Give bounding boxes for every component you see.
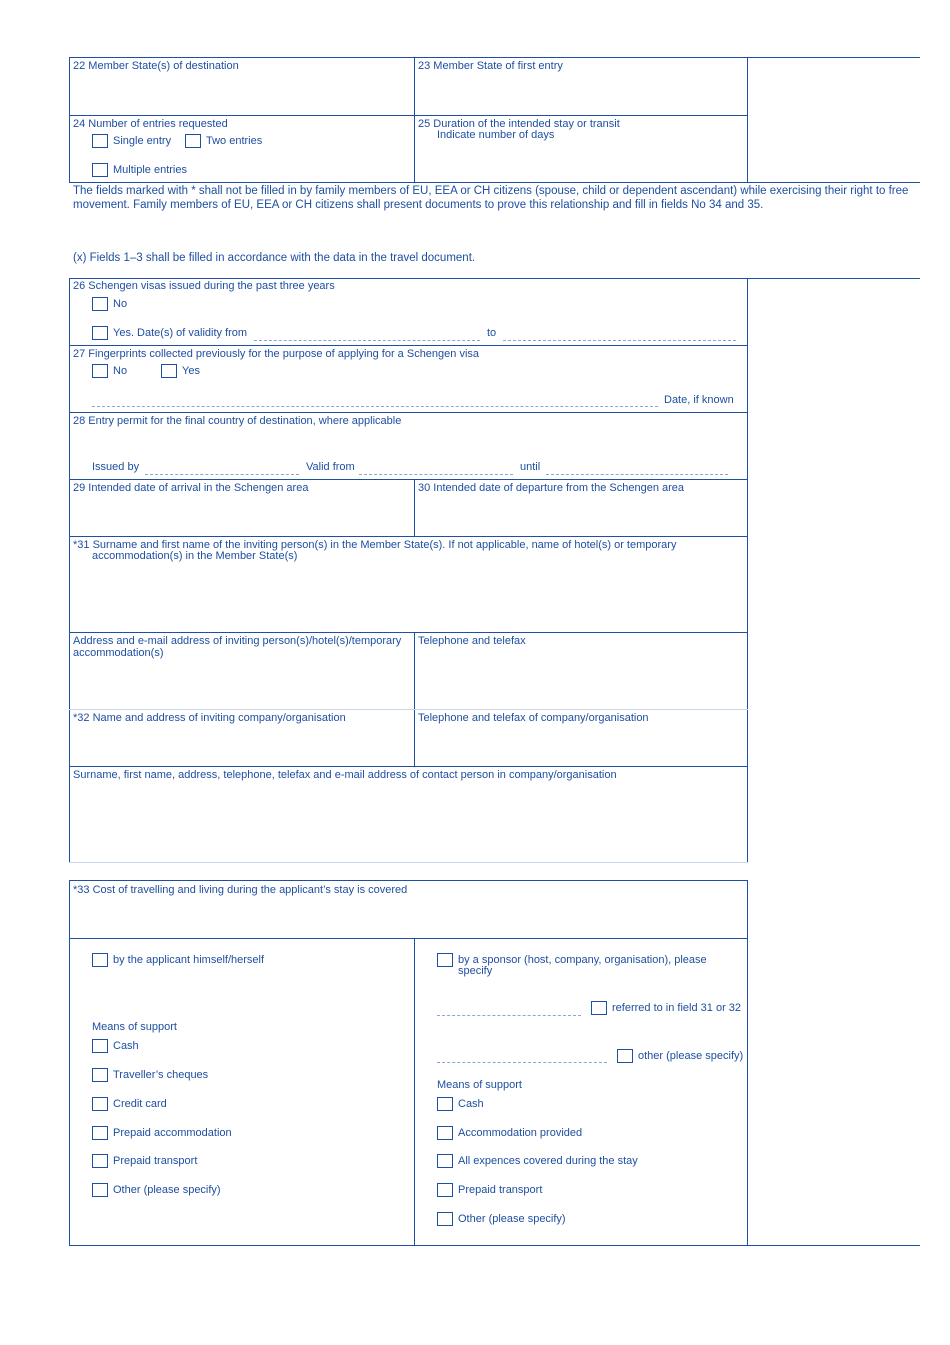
by-applicant-checkbox[interactable] (92, 953, 108, 967)
fingerprints-yes-checkbox[interactable] (161, 364, 177, 378)
rule (69, 862, 748, 863)
rule (69, 345, 748, 346)
applicant-support-label: Cash (113, 1040, 139, 1052)
single-entry-label: Single entry (113, 135, 172, 147)
applicant-prepaid-accommodation-checkbox[interactable] (92, 1126, 108, 1140)
address-inviting-label: Address and e-mail address of inviting person(s)/hotel(s)/temporary (73, 635, 402, 647)
validity-from-field[interactable] (254, 340, 480, 341)
until-field[interactable] (546, 474, 728, 475)
rule (414, 938, 415, 1246)
rule (69, 536, 748, 537)
field-24-label: 24 Number of entries requested (73, 118, 228, 130)
field-23-label: 23 Member State of first entry (418, 60, 563, 72)
rule (69, 766, 748, 767)
rule (69, 1245, 920, 1246)
issued-by-field[interactable] (145, 474, 299, 475)
two-entries-checkbox[interactable] (185, 134, 201, 148)
sponsor-accommodation-checkbox[interactable] (437, 1126, 453, 1140)
telephone-company-label: Telephone and telefax of company/organisation (418, 712, 649, 724)
applicant-support-label: Prepaid accommodation (113, 1127, 232, 1139)
by-sponsor-checkbox[interactable] (437, 953, 453, 967)
by-sponsor-sublabel: specify (458, 965, 493, 977)
until-label: until (520, 461, 541, 473)
telephone-telefax-label: Telephone and telefax (418, 635, 526, 647)
yes-validity-label: Yes. Date(s) of validity from (113, 327, 248, 339)
field-32-label: *32 Name and address of inviting company/organisation (73, 712, 346, 724)
field-33-label: *33 Cost of travelling and living during the applicant’s stay is covered (73, 884, 408, 896)
field-30-label: 30 Intended date of departure from the Schengen area (418, 482, 685, 494)
sponsor-support-label: All expences covered during the stay (458, 1155, 638, 1167)
rule (69, 880, 70, 1246)
other-specify-label: other (please specify) (638, 1050, 744, 1062)
rule (69, 278, 70, 863)
field-26-label: 26 Schengen visas issued during the past three years (73, 280, 335, 292)
field-31-sublabel: accommodation(s) in the Member State(s) (92, 550, 298, 562)
fingerprint-date-field[interactable] (92, 406, 658, 407)
applicant-credit-card-checkbox[interactable] (92, 1097, 108, 1111)
applicant-cash-checkbox[interactable] (92, 1039, 108, 1053)
valid-from-field[interactable] (359, 474, 513, 475)
rule (69, 479, 748, 480)
sponsor-support-label: Prepaid transport (458, 1184, 543, 1196)
field-22-label: 22 Member State(s) of destination (73, 60, 239, 72)
rule (69, 880, 748, 881)
field-29-label: 29 Intended date of arrival in the Schengen area (73, 482, 309, 494)
field-25-label: 25 Duration of the intended stay or transit (418, 118, 620, 130)
rule (69, 115, 748, 116)
applicant-support-label: Traveller’s cheques (113, 1069, 209, 1081)
contact-person-label: Surname, first name, address, telephone, telefax and e-mail address of contact person in company/organisation (73, 769, 617, 781)
rule (747, 57, 748, 183)
applicant-support-label: Credit card (113, 1098, 167, 1110)
issued-by-label: Issued by (92, 461, 140, 473)
sponsor-support-label: Other (please specify) (458, 1213, 566, 1225)
rule (69, 278, 920, 279)
by-sponsor-label: by a sponsor (host, company, organisation), please (458, 954, 707, 966)
rule (747, 880, 748, 1246)
rule (747, 278, 748, 863)
two-entries-label: Two entries (206, 135, 263, 147)
rule (414, 632, 415, 767)
rule (69, 57, 70, 183)
applicant-travellers-cheques-checkbox[interactable] (92, 1068, 108, 1082)
sponsor-support-label: Accommodation provided (458, 1127, 583, 1139)
sponsor-other-specify-checkbox[interactable] (617, 1049, 633, 1063)
field-31-label: *31 Surname and first name of the inviting person(s) in the Member State(s). If not applicable, name of hotel(s) or temporary (73, 539, 677, 551)
rule (69, 412, 748, 413)
no-label: No (113, 298, 128, 310)
no-label: No (113, 365, 128, 377)
rule (69, 182, 920, 183)
valid-from-label: Valid from (306, 461, 355, 473)
fields-1-3-note: (x) Fields 1–3 shall be filled in accordance with the data in the travel document. (73, 252, 476, 264)
applicant-prepaid-transport-checkbox[interactable] (92, 1154, 108, 1168)
referred-31-32-checkbox[interactable] (591, 1001, 607, 1015)
fingerprints-no-checkbox[interactable] (92, 364, 108, 378)
yes-label: Yes (182, 365, 200, 377)
by-applicant-label: by the applicant himself/herself (113, 954, 265, 966)
rule (414, 479, 415, 537)
referred-31-32-label: referred to in field 31 or 32 (612, 1002, 742, 1014)
sponsor-other-checkbox[interactable] (437, 1212, 453, 1226)
means-of-support-label: Means of support (92, 1021, 177, 1033)
sponsor-other-field[interactable] (437, 1062, 607, 1063)
schengen-visa-yes-checkbox[interactable] (92, 326, 108, 340)
validity-to-field[interactable] (503, 340, 736, 341)
applicant-support-label: Prepaid transport (113, 1155, 198, 1167)
applicant-other-checkbox[interactable] (92, 1183, 108, 1197)
field-27-label: 27 Fingerprints collected previously for the purpose of applying for a Schengen visa (73, 348, 480, 360)
sponsor-all-expenses-checkbox[interactable] (437, 1154, 453, 1168)
single-entry-checkbox[interactable] (92, 134, 108, 148)
rule (69, 938, 748, 939)
applicant-support-label: Other (please specify) (113, 1184, 221, 1196)
address-inviting-sublabel: accommodation(s) (73, 647, 164, 659)
rule (69, 57, 920, 58)
rule (414, 57, 415, 183)
means-of-support-label: Means of support (437, 1079, 522, 1091)
to-label: to (487, 327, 497, 339)
field-25-sublabel: Indicate number of days (437, 129, 555, 141)
multiple-entries-checkbox[interactable] (92, 163, 108, 177)
sponsor-cash-checkbox[interactable] (437, 1097, 453, 1111)
sponsor-prepaid-transport-checkbox[interactable] (437, 1183, 453, 1197)
schengen-visa-no-checkbox[interactable] (92, 297, 108, 311)
field-28-label: 28 Entry permit for the final country of destination, where applicable (73, 415, 402, 427)
family-members-note: The fields marked with * shall not be filled in by family members of EU, EEA or CH citizens (spouse, child or dependent ascendant) while exercising their right to free movement. Family members of EU, EEA or CH citizens shall present documents to prove this relationship and fill in fields No 34 and 35. (73, 185, 909, 211)
rule (414, 709, 748, 710)
rule (69, 632, 748, 633)
date-if-known-label: Date, if known (664, 394, 734, 406)
sponsor-support-label: Cash (458, 1098, 484, 1110)
sponsor-referred-field[interactable] (437, 1015, 581, 1016)
multiple-entries-label: Multiple entries (113, 164, 187, 176)
rule (69, 709, 414, 710)
